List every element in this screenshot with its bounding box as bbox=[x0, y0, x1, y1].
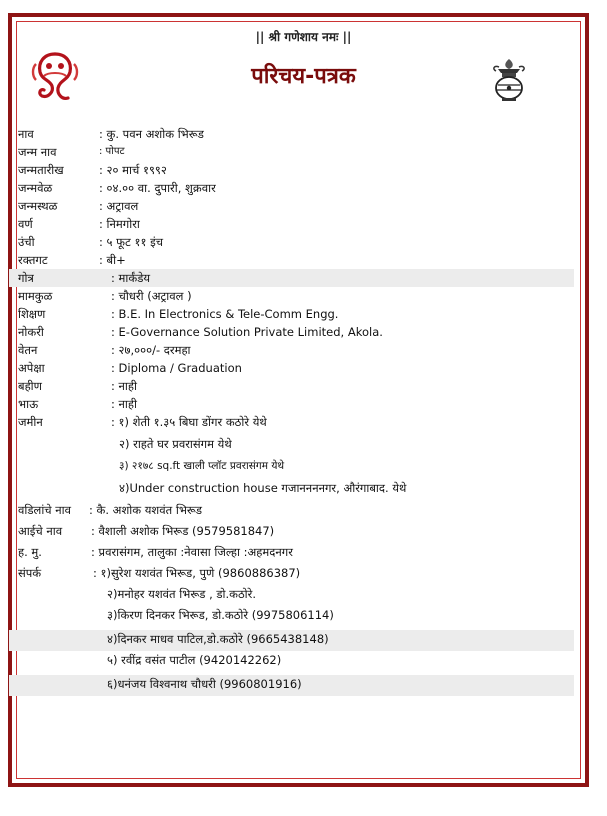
detail-label: मामकुळ bbox=[18, 289, 53, 303]
detail-value: : ०४.०० वा. दुपारी, शुक्रवार bbox=[99, 181, 216, 195]
detail-value: : प्रवरासंगम, तालुका :नेवासा जिल्हा :अहमदनगर bbox=[91, 545, 293, 559]
contact-item-text: ६)धनंजय विश्वनाथ चौधरी (9960801916) bbox=[107, 677, 302, 691]
detail-value: : कै. अशोक यशवंत भिरूड bbox=[89, 503, 202, 517]
detail-row-blood-group bbox=[9, 251, 574, 269]
detail-label: शिक्षण bbox=[18, 307, 46, 321]
invocation: || श्री गणेशाय नमः || bbox=[255, 30, 352, 44]
details-section bbox=[9, 125, 574, 696]
page-title: परिचय-पत्रक bbox=[251, 64, 356, 89]
detail-row-contact bbox=[9, 564, 574, 585]
contact-item bbox=[9, 606, 574, 627]
detail-value: : अट्रावल bbox=[99, 199, 139, 213]
detail-row-height bbox=[9, 233, 574, 251]
detail-row-expectation bbox=[9, 359, 574, 377]
detail-value: : वैशाली अशोक भिरूड (9579581847) bbox=[91, 524, 275, 538]
detail-label: जन्मतारीख bbox=[18, 163, 64, 177]
detail-label: अपेक्षा bbox=[18, 361, 45, 375]
detail-row-name bbox=[9, 125, 574, 143]
detail-label: नोकरी bbox=[18, 325, 44, 339]
detail-row-birth-place bbox=[9, 197, 574, 215]
contact-item bbox=[9, 585, 574, 606]
detail-row-salary bbox=[9, 341, 574, 359]
land-item-text: ४)Under construction house गजाननननगर, औरंगाबाद. येथे bbox=[119, 481, 407, 495]
kalash-icon bbox=[490, 57, 528, 103]
detail-label: नाव bbox=[18, 127, 34, 141]
detail-label: जन्म नाव bbox=[18, 145, 57, 159]
detail-value: : नाही bbox=[111, 397, 137, 411]
detail-label: बहीण bbox=[18, 379, 42, 393]
detail-value: : १) शेती १.३५ बिघा डोंगर कठोरे येथे bbox=[111, 415, 267, 429]
contact-item-text: ५) रवींद्र वसंत पाटील (9420142262) bbox=[107, 653, 282, 667]
detail-label: ह. मु. bbox=[18, 545, 42, 559]
land-item bbox=[9, 435, 574, 457]
detail-value: : ५ फूट ११ इंच bbox=[99, 235, 164, 249]
detail-label: वर्ण bbox=[18, 217, 33, 231]
contact-item-text: ३)किरण दिनकर भिरूड, डो.कठोरे (9975806114) bbox=[107, 608, 334, 622]
detail-value: : २० मार्च १९९२ bbox=[99, 163, 167, 177]
detail-value: : पोपट bbox=[99, 146, 125, 157]
ganesha-icon bbox=[30, 50, 80, 105]
detail-row-gotra bbox=[9, 269, 574, 287]
land-item-text: ३) २१७८ sq.ft खाली प्लॉट प्रवरासंगम येथे bbox=[119, 460, 285, 472]
detail-value: : मार्कंडेय bbox=[111, 271, 151, 285]
detail-value: : नाही bbox=[111, 379, 137, 393]
detail-label: गोत्र bbox=[18, 271, 34, 285]
detail-row-mother bbox=[9, 522, 574, 543]
detail-value: : बी+ bbox=[99, 253, 126, 267]
land-item-text: २) राहते घर प्रवरासंगम येथे bbox=[119, 437, 232, 451]
detail-label: उंची bbox=[18, 235, 35, 249]
detail-row-sister bbox=[9, 377, 574, 395]
detail-value: : चौधरी (अट्रावल ) bbox=[111, 289, 192, 303]
detail-label: रक्तगट bbox=[18, 253, 48, 267]
detail-row-birth-time bbox=[9, 179, 574, 197]
detail-row-residence bbox=[9, 543, 574, 564]
detail-row-birth-name bbox=[9, 143, 574, 161]
detail-row-job bbox=[9, 323, 574, 341]
detail-label: भाऊ bbox=[18, 397, 39, 411]
detail-value: : १)सुरेश यशवंत भिरूड, पुणे (9860886387) bbox=[93, 566, 301, 580]
contact-item-text: २)मनोहर यशवंत भिरूड , डो.कठोरे. bbox=[107, 587, 257, 601]
detail-row-maternal-clan bbox=[9, 287, 574, 305]
land-item bbox=[9, 457, 574, 479]
detail-row-birth-date bbox=[9, 161, 574, 179]
land-item bbox=[9, 479, 574, 501]
detail-label: जन्मस्थळ bbox=[18, 199, 58, 213]
detail-row-land bbox=[9, 413, 574, 435]
detail-label: आईचे नाव bbox=[18, 524, 63, 538]
contact-item-text: ४)दिनकर माधव पाटिल,डो.कठोरे (9665438148) bbox=[107, 632, 329, 646]
detail-row-education bbox=[9, 305, 574, 323]
detail-label: वडिलांचे नाव bbox=[18, 503, 72, 517]
detail-row-complexion bbox=[9, 215, 574, 233]
detail-row-father bbox=[9, 501, 574, 522]
detail-value: : Diploma / Graduation bbox=[111, 361, 242, 375]
detail-value: : E-Governance Solution Private Limited, Akola. bbox=[111, 325, 383, 339]
detail-label: जन्मवेळ bbox=[18, 181, 53, 195]
detail-value: : निमगोरा bbox=[99, 217, 140, 231]
detail-value: : B.E. In Electronics & Tele-Comm Engg. bbox=[111, 307, 339, 321]
detail-label: संपर्क bbox=[18, 566, 42, 580]
contact-item bbox=[9, 651, 574, 672]
contact-item bbox=[9, 630, 574, 651]
detail-label: जमीन bbox=[18, 415, 43, 429]
detail-row-brother bbox=[9, 395, 574, 413]
detail-value: : २७,०००/- दरमहा bbox=[111, 343, 191, 357]
detail-value: : कु. पवन अशोक भिरूड bbox=[99, 127, 204, 141]
detail-label: वेतन bbox=[18, 343, 38, 357]
contact-item bbox=[9, 675, 574, 696]
